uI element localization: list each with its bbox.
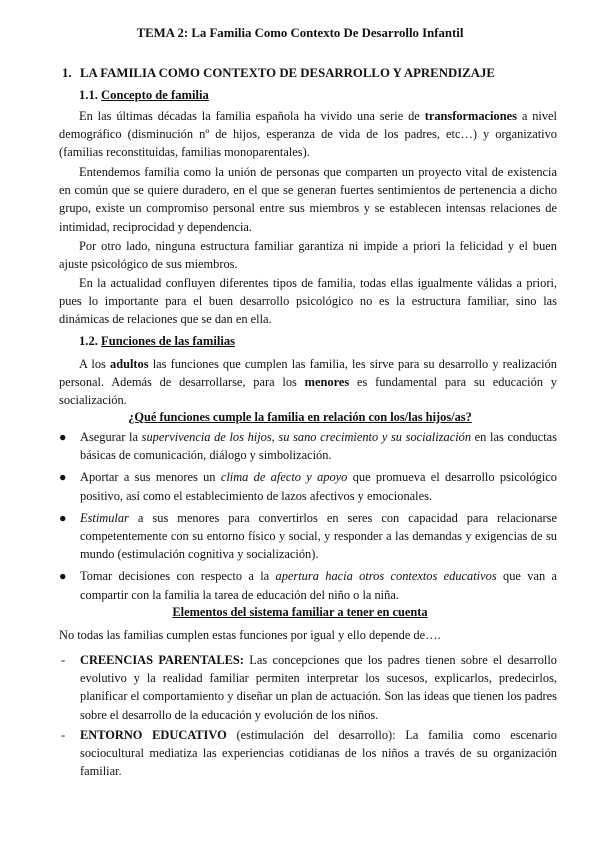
text-run: que van a compartir con la familia la tarea de educación del niño o la niña.	[80, 569, 558, 602]
list-item	[59, 428, 557, 464]
italic-text: Estimular	[80, 510, 129, 525]
elements-heading: Elementos del sistema familiar a tener en cuenta	[172, 605, 428, 619]
subsection-heading-concepto	[79, 88, 209, 103]
dash-icon: -	[61, 727, 66, 742]
paragraph: Entendemos familia como la unión de personas que comparten un proyecto vital de existencia en común que se quiere duradero, en el que se generan fuertes sentimientos de pertenencia a dicho grupo, existe un compromiso personal entre sus miembros y se establecen intensas relaciones de intimidad, reciprocidad y dependencia.	[59, 165, 557, 234]
text-run: En las últimas décadas la familia española ha vivido una serie de	[79, 109, 425, 123]
text-run: es fundamental para su educación y socialización.	[59, 375, 557, 408]
dash-icon: -	[61, 653, 66, 667]
section-title: LA FAMILIA COMO CONTEXTO DE DESARROLLO Y APRENDIZAJE	[80, 66, 495, 80]
text-run: (estimulación del desarrollo): La familia como escenario sociocultural mediatiza las experiencias cotidianas de los niños a través de su organización familiar.	[80, 727, 557, 779]
text-run: a sus menores para convertirlos en seres con capacidad para relacionarse competentemente con su entorno físico y social, y responder a las demandas y exigencias de su mundo (estimulación cognitiva y socialización).	[80, 510, 557, 562]
list-item	[59, 567, 557, 603]
paragraph	[59, 355, 557, 410]
bullet-icon: ●	[59, 569, 67, 584]
text-run: Tomar decisiones con respecto a la	[80, 569, 276, 584]
text-run: Asegurar la	[80, 430, 142, 444]
subsection-number: 1.2.	[79, 334, 98, 348]
section-heading	[62, 66, 495, 81]
functions-list	[59, 428, 557, 608]
list-item	[59, 726, 557, 781]
elements-list	[59, 651, 557, 782]
italic-text: clima de afecto y apoyo	[220, 470, 348, 485]
text-run: a nivel demográfico (disminución nº de hijos, esperanza de vida de los padres, etc…) y organizativo (familias reconstituidas, familias monoparentales).	[59, 109, 557, 160]
bullet-icon: ●	[59, 430, 67, 444]
text-run: que promueva el desarrollo psicológico positivo, así como el establecimiento de lazos afectivos y emocionales.	[80, 470, 557, 503]
bullet-icon: ●	[59, 470, 67, 485]
section-number: 1.	[62, 66, 72, 80]
question-heading: ¿Qué funciones cumple la familia en relación con los/las hijos/as?	[128, 410, 472, 424]
text-run: Aportar a sus menores un	[80, 470, 221, 485]
paragraph: En la actualidad confluyen diferentes tipos de familia, todas ellas igualmente válidas a priori, pues lo importante para el buen desarrollo psicológico no es la estructura familiar, sino las dinámicas de relaciones que se dan en ella.	[59, 276, 557, 327]
paragraph	[59, 107, 557, 162]
subsection-title: Funciones de las familias	[101, 334, 236, 348]
text-run: las funciones que cumplen las familia, les sirve para su desarrollo y realización personal. Además de desarrollarse, para los	[59, 357, 558, 390]
subsection-heading-funciones	[79, 334, 235, 349]
text-run: Las concepciones que los padres tienen sobre el desarrollo evolutivo y la realidad familiar permiten interpretar los sucesos, explicarlos, predecirlos, planificar el comportamiento y diseñar un plan de actuación. Son las ideas que tienen los padres sobre el desarrollo de la educación y evolución de los niños.	[80, 653, 557, 722]
subsection-title: Concepto de familia	[101, 88, 209, 102]
list-item	[59, 468, 557, 504]
italic-text: apertura hacia otros contextos educativos	[275, 569, 497, 584]
text-run: en las conductas básicas de comunicación, diálogo y simbolización.	[80, 430, 557, 463]
paragraph: No todas las familias cumplen estas funciones por igual y ello depende de….	[59, 628, 441, 642]
bold-text: menores	[304, 375, 350, 390]
italic-text: supervivencia de los hijos, su sano crecimiento y su socialización	[141, 430, 472, 444]
bold-text: transformaciones	[424, 109, 517, 123]
bullet-icon: ●	[59, 510, 67, 525]
document-title: TEMA 2: La Familia Como Contexto De Desarrollo Infantil	[136, 26, 464, 40]
bold-text: ENTORNO EDUCATIVO	[80, 727, 227, 742]
text-run: A los	[79, 357, 110, 371]
bold-text: CREENCIAS PARENTALES:	[80, 653, 244, 667]
list-item	[59, 509, 557, 564]
list-item	[59, 651, 557, 724]
bold-text: adultos	[110, 357, 149, 371]
paragraph: Por otro lado, ninguna estructura familiar garantiza ni impide a priori la felicidad y el buen ajuste psicológico de sus miembros.	[59, 239, 557, 272]
subsection-number: 1.1.	[79, 88, 98, 102]
